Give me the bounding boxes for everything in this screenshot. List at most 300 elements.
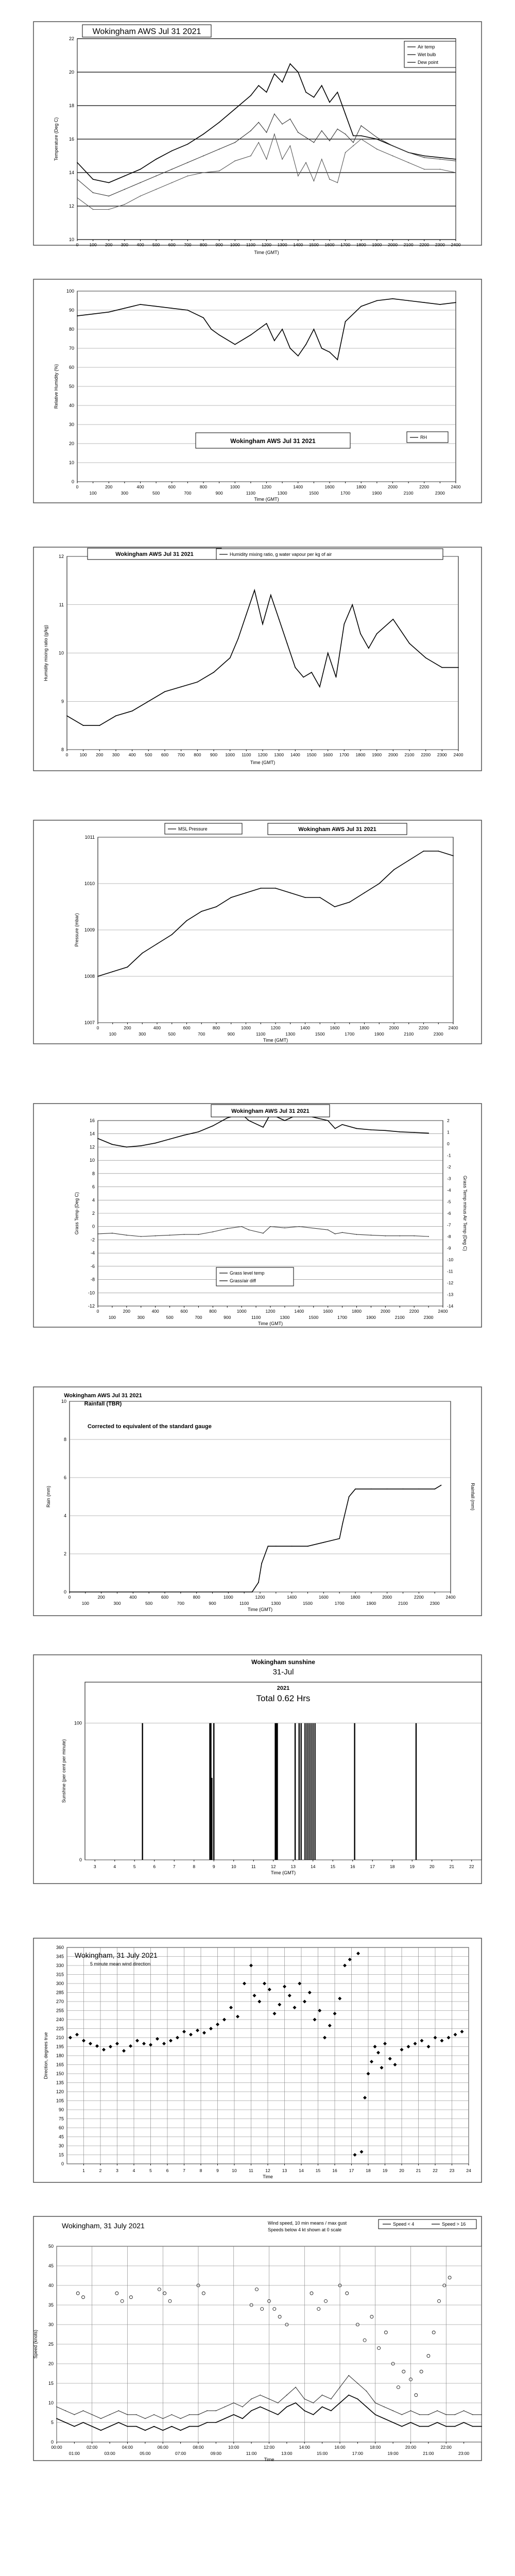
legend-label: Humidity mixing ratio, g water vapour per kg of air [230,552,332,557]
x-tick-label: 6 [166,2168,169,2173]
data-point [286,2395,287,2396]
plot-area [70,1401,451,1592]
y2-tick-label: -3 [447,1176,451,1181]
x-tick-label: 400 [129,1595,137,1600]
data-point [290,118,291,120]
data-point [438,851,439,852]
data-point [219,122,220,123]
y-tick-label: -12 [88,1303,95,1309]
sunshine-bar [213,1723,214,1860]
sunshine-bar [311,1723,312,1860]
data-point [356,1128,357,1129]
data-point [472,2414,473,2415]
data-point [472,2426,473,2427]
data-point [219,171,220,172]
x-tick-label: 2 [99,2168,102,2173]
data-point [408,152,409,153]
y2-tick-label: -13 [447,1292,454,1297]
data-point [258,85,259,86]
x-axis-label: Time (GMT) [263,1038,288,1043]
data-point [385,1130,386,1131]
x-tick-label: 1300 [285,1031,296,1037]
data-point [246,892,247,893]
sunshine-bar [308,1723,310,1860]
x-tick-label: 2000 [389,1025,399,1030]
x-tick-label: 2000 [388,752,398,757]
y-axis-label: Pressure (mbar) [74,913,79,947]
x-tick-label: 1500 [303,1601,313,1606]
y-tick-label: -2 [90,1237,95,1243]
data-point [305,162,306,163]
data-point [455,302,456,303]
data-point [348,2375,349,2376]
x-tick-label: 1000 [230,242,240,247]
x-tick-label: 100 [89,242,97,247]
data-point [305,137,306,138]
x-tick-label: 900 [224,1315,231,1320]
x-tick-label: 1500 [308,242,319,247]
x-tick-label: 15:00 [316,2451,328,2456]
x-tick-label: 1100 [251,1315,261,1320]
data-point [126,1235,127,1236]
y-tick-label: 60 [58,2125,64,2130]
x-tick-label: 13:00 [281,2451,293,2456]
y-tick-label: 30 [48,2322,54,2327]
chart-title: Wokingham, 31 July 2021 [75,1951,158,1959]
y2-tick-label: -6 [447,1211,451,1216]
y-axis-label: Rain (mm) [46,1486,51,1507]
data-point [328,1229,329,1230]
data-point [100,2418,101,2419]
x-tick-label: 2100 [403,242,414,247]
x-tick-label: 1000 [225,752,235,757]
data-point [403,1488,404,1489]
x-tick-label: 20 [430,1864,435,1869]
data-point [140,182,141,183]
sunshine-bar [300,1723,301,1860]
data-point [212,1125,213,1126]
data-point [231,897,232,898]
data-point [197,682,198,683]
x-tick-label: 1900 [366,1315,376,1320]
data-point [187,162,188,163]
x-tick-label: 02:00 [87,2445,98,2450]
chart-7 [0,1654,515,1886]
chart-subtitle-1: Wind speed, 10 min means / max gust [268,2221,347,2226]
data-point [99,725,100,726]
data-point [481,2414,482,2415]
x-tick-label: 2200 [421,752,431,757]
data-point [156,159,157,160]
data-point [187,176,188,177]
data-point [357,2383,358,2384]
x-tick-label: 1300 [280,1315,290,1320]
x-tick-label: 1600 [323,752,333,757]
data-point [329,140,330,141]
y2-tick-label: 1 [447,1129,450,1135]
x-tick-label: 600 [161,1595,169,1600]
data-point [342,1523,343,1524]
x-tick-label: 1900 [366,1601,376,1606]
data-point [313,180,314,181]
data-point [189,2426,190,2427]
sunshine-bar [299,1723,300,1860]
y-tick-label: 330 [56,1963,64,1968]
data-point [303,676,304,677]
x-tick-label: 16:00 [334,2445,346,2450]
y-tick-label: 6 [63,1475,66,1480]
y-tick-label: -6 [90,1263,95,1269]
data-point [74,2426,75,2427]
data-point [124,308,125,309]
data-point [100,2430,101,2431]
plot-area [85,1682,482,1860]
legend-label: MSL Pressure [178,826,208,832]
y-tick-label: 165 [56,2062,64,2067]
x-tick-label: 200 [96,752,104,757]
data-point [290,348,291,349]
y-tick-label: 10 [68,460,74,465]
x-tick-label: 1600 [318,1595,329,1600]
x-tick-label: 1900 [372,242,382,247]
data-point [313,97,314,98]
x-tick-label: 500 [145,752,152,757]
chart-subtitle: Rainfall (TBR) [84,1401,122,1407]
data-point [169,1139,170,1140]
x-tick-label: 18:00 [370,2445,381,2450]
data-point [215,2422,216,2423]
x-tick-label: 6 [153,1864,156,1869]
data-point [439,159,440,160]
x-tick-label: 1400 [290,752,300,757]
data-point [408,860,409,861]
data-point [409,643,410,644]
x-tick-label: 18 [390,1864,395,1869]
x-tick-label: 0 [68,1595,71,1600]
data-point [56,2418,57,2419]
data-point [284,1227,285,1228]
x-tick-label: 9 [216,2168,219,2173]
x-tick-label: 1100 [246,490,256,496]
data-point [140,196,141,197]
data-point [201,911,202,912]
y-tick-label: 345 [56,1954,64,1959]
x-tick-label: 500 [152,242,160,247]
y-tick-label: 15 [48,2381,54,2386]
legend-label: Grass/air diff [230,1278,256,1283]
data-point [140,304,141,305]
data-point [418,1488,419,1489]
data-point [311,672,312,673]
data-point [227,1228,228,1229]
x-tick-label: 05:00 [140,2451,151,2456]
x-tick-label: 1700 [337,1315,348,1320]
data-point [171,2426,173,2427]
x-tick-label: 2100 [404,752,415,757]
data-point [241,1226,242,1227]
data-point [230,657,231,658]
x-tick-label: 2000 [388,484,398,489]
data-point [127,2426,128,2427]
chart-title: Wokingham sunshine [251,1658,315,1666]
data-point [155,1143,156,1144]
y-tick-label: 14 [68,170,74,175]
sunshine-bar [304,1723,305,1860]
y-tick-label: 1008 [84,974,95,979]
data-point [56,2406,57,2408]
data-point [399,1131,400,1132]
data-point [184,1234,185,1235]
data-point [219,334,220,335]
data-point [262,623,263,624]
x-tick-label: 100 [89,490,97,496]
data-point [279,619,280,620]
chart-title: Wokingham, 31 July 2021 [62,2222,145,2230]
legend-label: Grass level temp [230,1270,265,1276]
data-point [269,2410,270,2411]
data-point [424,156,425,157]
x-tick-label: 2300 [433,1031,443,1037]
x-tick-label: 1800 [352,1309,362,1314]
y2-axis-label: Grass Temp minus Air Temp (Deg C) [462,1175,468,1251]
data-point [290,145,291,146]
data-point [353,135,354,137]
data-point [242,2406,243,2408]
x-tick-label: 21 [416,2168,421,2173]
chart-year: 2021 [277,1685,290,1691]
x-tick-label: 1000 [230,484,240,489]
y2-tick-label: -4 [447,1188,451,1193]
y-tick-label: 30 [58,2143,64,2148]
data-point [408,300,409,301]
x-tick-label: 600 [161,752,169,757]
data-point [331,2410,332,2411]
data-point [282,329,283,330]
y2-tick-label: -11 [447,1268,453,1274]
data-point [124,189,125,190]
data-point [187,144,188,145]
data-point [408,162,409,163]
data-point [145,2418,146,2419]
y-tick-label: 0 [63,1589,66,1595]
data-point [171,169,173,170]
chart-5 [0,1103,515,1329]
x-tick-label: 300 [113,1601,121,1606]
data-point [345,133,346,134]
data-point [345,152,346,153]
data-point [428,1236,429,1237]
data-point [136,2426,137,2427]
data-point [248,1229,249,1230]
data-point [339,2387,340,2388]
data-point [445,2414,447,2415]
data-point [321,130,322,131]
y-axis-label: Grass Temp (Deg C) [74,1192,79,1235]
data-point [118,2410,119,2411]
data-point [263,1127,264,1128]
x-tick-label: 100 [81,1601,89,1606]
chart-subtitle-2: Speeds below 4 kt shown at 0 scale [268,2227,342,2232]
y-tick-label: 0 [50,2439,54,2445]
x-tick-label: 18 [366,2168,371,2173]
x-tick-label: 19 [382,2168,388,2173]
x-tick-label: 200 [105,242,113,247]
x-tick-label: 100 [109,1031,116,1037]
x-tick-label: 1500 [308,490,319,496]
data-point [141,1236,142,1237]
x-tick-label: 1000 [223,1595,233,1600]
x-tick-label: 1400 [287,1595,297,1600]
y-tick-label: 10 [58,650,64,656]
data-point [295,2402,296,2403]
y-tick-label: -8 [90,1277,95,1282]
x-tick-label: 2400 [448,1025,458,1030]
data-point [164,691,165,692]
x-tick-label: 700 [184,490,192,496]
x-tick-label: 1000 [241,1025,251,1030]
data-point [414,1235,415,1236]
y-tick-label: 10 [48,2400,54,2405]
y2-tick-label: -9 [447,1245,451,1251]
x-tick-label: 1000 [236,1309,247,1314]
x-tick-label: 1700 [340,490,351,496]
data-point [171,150,173,151]
data-point [375,2402,376,2403]
data-point [65,2410,66,2411]
x-tick-label: 21:00 [423,2451,434,2456]
y-tick-label: 4 [63,1513,66,1518]
y-tick-label: 5 [50,2420,54,2425]
y2-tick-label: -5 [447,1199,451,1205]
y-tick-label: 20 [68,441,74,446]
data-point [198,2426,199,2427]
y-tick-label: 8 [92,1171,95,1176]
x-tick-label: 2000 [388,242,398,247]
y-tick-label: 0 [71,479,74,484]
y-tick-label: 20 [68,70,74,75]
data-point [410,2422,411,2423]
data-point [171,308,173,309]
x-tick-label: 600 [168,242,176,247]
data-point [319,686,320,687]
x-tick-label: 1600 [330,1025,340,1030]
x-tick-label: 2100 [403,490,414,496]
data-point [329,102,330,103]
x-tick-label: 1800 [355,752,366,757]
data-point [213,672,214,673]
data-point [156,176,157,177]
x-axis-label: Time [264,2457,274,2462]
x-tick-label: 14 [311,1864,316,1869]
data-point [375,2414,376,2415]
x-tick-label: 400 [151,1309,159,1314]
data-point [334,906,335,907]
data-point [278,2414,279,2415]
data-point [366,2391,367,2392]
data-point [140,169,141,170]
data-point [360,633,361,634]
sunshine-bar [277,1723,278,1860]
data-point [127,2414,128,2415]
x-tick-label: 1700 [340,242,351,247]
data-point [225,2406,226,2408]
y-tick-label: 80 [68,327,74,332]
data-point [77,179,78,180]
data-point [286,2406,287,2408]
data-point [171,182,173,183]
data-point [428,2414,429,2415]
data-point [428,2426,429,2427]
data-point [246,614,247,615]
x-tick-label: 200 [124,1025,131,1030]
data-point [233,2402,234,2403]
y-axis-label: Temperature (Deg C) [54,117,59,161]
chart-9 [0,2215,515,2463]
sunshine-bar [142,1723,143,1860]
data-point [162,2418,163,2419]
data-point [276,1546,277,1547]
data-point [278,2402,279,2403]
data-point [304,2410,305,2411]
data-point [419,2414,420,2415]
chart-title: Wokingham AWS Jul 31 2021 [231,1108,310,1114]
y-tick-label: 270 [56,1999,64,2004]
data-point [269,2399,270,2400]
x-tick-label: 300 [137,1315,145,1320]
x-tick-label: 10:00 [228,2445,239,2450]
x-tick-label: 800 [199,242,208,247]
data-point [376,633,377,634]
data-point [242,2418,243,2419]
y-axis-label: Direction, degrees true [43,2032,48,2079]
data-point [234,109,235,110]
data-point [342,1232,343,1233]
x-tick-label: 1100 [256,1031,266,1037]
y-tick-label: 50 [68,384,74,389]
x-tick-label: 1200 [265,1309,276,1314]
x-tick-label: 11 [249,2168,253,2173]
x-tick-label: 8 [193,1864,196,1869]
data-point [215,2410,216,2411]
x-tick-label: 200 [97,1595,105,1600]
data-point [234,160,235,161]
x-tick-label: 300 [139,1031,146,1037]
x-tick-label: 100 [108,1315,116,1320]
y-axis-label: Sunshine (per cent per minute) [61,1739,66,1803]
y-axis-label: Relative Humidity (%) [54,364,59,409]
x-tick-label: 2100 [404,1031,414,1037]
x-tick-label: 01:00 [68,2451,80,2456]
x-tick-label: 800 [212,1025,220,1030]
data-point [153,2414,154,2415]
data-point [455,172,456,173]
x-tick-label: 600 [183,1025,191,1030]
legend-label: Wet bulb [418,52,436,57]
data-point [142,953,143,954]
x-tick-label: 0 [76,484,79,489]
data-point [360,139,362,140]
y-tick-label: 6 [92,1184,95,1190]
x-tick-label: 08:00 [193,2445,204,2450]
y-tick-label: 240 [56,2017,64,2022]
y-tick-label: 120 [56,2089,64,2094]
y-tick-label: 0 [61,2161,64,2166]
data-point [83,725,84,726]
y-axis-label: Humidity mixing ratio (g/kg) [43,624,48,682]
x-tick-label: 2400 [451,242,461,247]
data-point [321,348,322,349]
x-tick-label: 0 [96,1309,99,1314]
